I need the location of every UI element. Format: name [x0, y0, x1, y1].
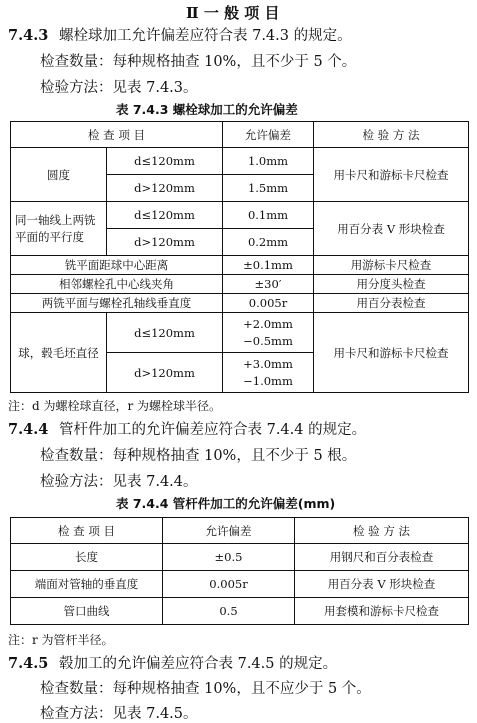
- clause-number: 7.4.4: [8, 421, 49, 438]
- row-item: 球，毂毛坯直径: [11, 313, 107, 393]
- row-method: 用百分表 V 形块检查: [295, 571, 469, 598]
- row-item: 两铣平面与螺栓孔轴线垂直度: [11, 294, 223, 313]
- table-row: [11, 598, 469, 625]
- row-value: ±0.1mm: [223, 256, 314, 275]
- table-7-4-3-caption: 表 7.4.3 螺栓球加工的允许偏差: [116, 102, 298, 117]
- clause-text: 管杆件加工的允许偏差应符合表 7.4.4 的规定。: [58, 422, 367, 438]
- table-7-4-4-caption: 表 7.4.4 管杆件加工的允许偏差(mm): [116, 496, 336, 511]
- table-row: [11, 313, 469, 353]
- row-condition: d>120mm: [107, 229, 223, 256]
- row-item: 圆度: [11, 148, 107, 202]
- clause-number: 7.4.5: [8, 655, 49, 672]
- row-method: 用百分表检查: [314, 294, 469, 313]
- row-item: 管口曲线: [11, 598, 163, 625]
- row-item: 同一轴线上两铣平面的平行度: [11, 202, 107, 256]
- clause-7-4-4-method: 检验方法：见表 7.4.4。: [40, 474, 198, 490]
- value-upper: +3.0mm: [243, 356, 293, 371]
- table-7-4-4: [10, 517, 469, 625]
- row-value: [223, 313, 314, 353]
- table-7-4-4-note: 注：r 为管杆半径。: [8, 633, 114, 647]
- row-item: 端面对管轴的垂直度: [11, 571, 163, 598]
- header-item: 检 查 项 目: [11, 518, 163, 544]
- table-7-4-3-note: 注：d 为螺栓球直径，r 为螺栓球半径。: [8, 399, 222, 413]
- table-header-row: [11, 518, 469, 544]
- clause-7-4-3: [8, 24, 352, 45]
- row-item: 长度: [11, 544, 163, 571]
- clause-number: 7.4.3: [8, 27, 49, 44]
- row-method: 用百分表 V 形块检查: [314, 202, 469, 256]
- row-condition: d≤120mm: [107, 148, 223, 175]
- table-row: [11, 294, 469, 313]
- row-value: 1.0mm: [223, 148, 314, 175]
- clause-text: 螺栓球加工允许偏差应符合表 7.4.3 的规定。: [58, 28, 352, 44]
- row-method: 用钢尺和百分表检查: [295, 544, 469, 571]
- row-value: 0.2mm: [223, 229, 314, 256]
- row-value: [223, 353, 314, 393]
- header-tolerance: 允许偏差: [223, 122, 314, 148]
- row-method: 用卡尺和游标卡尺检查: [314, 313, 469, 393]
- row-item: 铣平面距球中心距离: [11, 256, 223, 275]
- clause-7-4-5: [8, 652, 337, 673]
- header-method: 检 验 方 法: [314, 122, 469, 148]
- table-row: [11, 571, 469, 598]
- row-method: 用分度头检查: [314, 275, 469, 294]
- value-upper: +2.0mm: [243, 316, 293, 331]
- header-item: 检 查 项 目: [11, 122, 223, 148]
- row-condition: d≤120mm: [107, 313, 223, 353]
- table-row: [11, 256, 469, 275]
- row-method: 用套模和游标卡尺检查: [295, 598, 469, 625]
- value-lower: −1.0mm: [243, 373, 293, 388]
- clause-7-4-5-qty: 检查数量：每种规格抽查 10%，且不应少于 5 个。: [40, 681, 371, 697]
- clause-text: 毂加工的允许偏差应符合表 7.4.5 的规定。: [58, 656, 338, 672]
- table-row: [11, 275, 469, 294]
- clause-7-4-4-qty: 检查数量：每种规格抽查 10%，且不少于 5 根。: [40, 448, 357, 464]
- header-tolerance: 允许偏差: [163, 518, 295, 544]
- table-7-4-3: [10, 121, 469, 393]
- row-value: ±0.5: [163, 544, 295, 571]
- clause-7-4-3-method: 检验方法：见表 7.4.3。: [40, 80, 198, 96]
- value-lower: −0.5mm: [243, 333, 293, 348]
- row-method: 用卡尺和游标卡尺检查: [314, 148, 469, 202]
- row-value: 1.5mm: [223, 175, 314, 202]
- row-value: 0.5: [163, 598, 295, 625]
- table-row: [11, 202, 469, 229]
- section-heading: Ⅱ 一 般 项 目: [186, 4, 280, 22]
- table-header-row: [11, 122, 469, 148]
- row-method: 用游标卡尺检查: [314, 256, 469, 275]
- row-condition: d>120mm: [107, 175, 223, 202]
- row-condition: d≤120mm: [107, 202, 223, 229]
- clause-7-4-4: [8, 418, 366, 439]
- row-item: 相邻螺栓孔中心线夹角: [11, 275, 223, 294]
- row-value: 0.005r: [163, 571, 295, 598]
- row-condition: d>120mm: [107, 353, 223, 393]
- clause-7-4-5-method: 检查方法：见表 7.4.5。: [40, 706, 198, 722]
- table-row: [11, 544, 469, 571]
- header-method: 检 验 方 法: [295, 518, 469, 544]
- row-value: ±30′: [223, 275, 314, 294]
- row-value: 0.1mm: [223, 202, 314, 229]
- clause-7-4-3-qty: 检查数量：每种规格抽查 10%，且不少于 5 个。: [40, 54, 357, 70]
- row-value: 0.005r: [223, 294, 314, 313]
- table-row: [11, 148, 469, 175]
